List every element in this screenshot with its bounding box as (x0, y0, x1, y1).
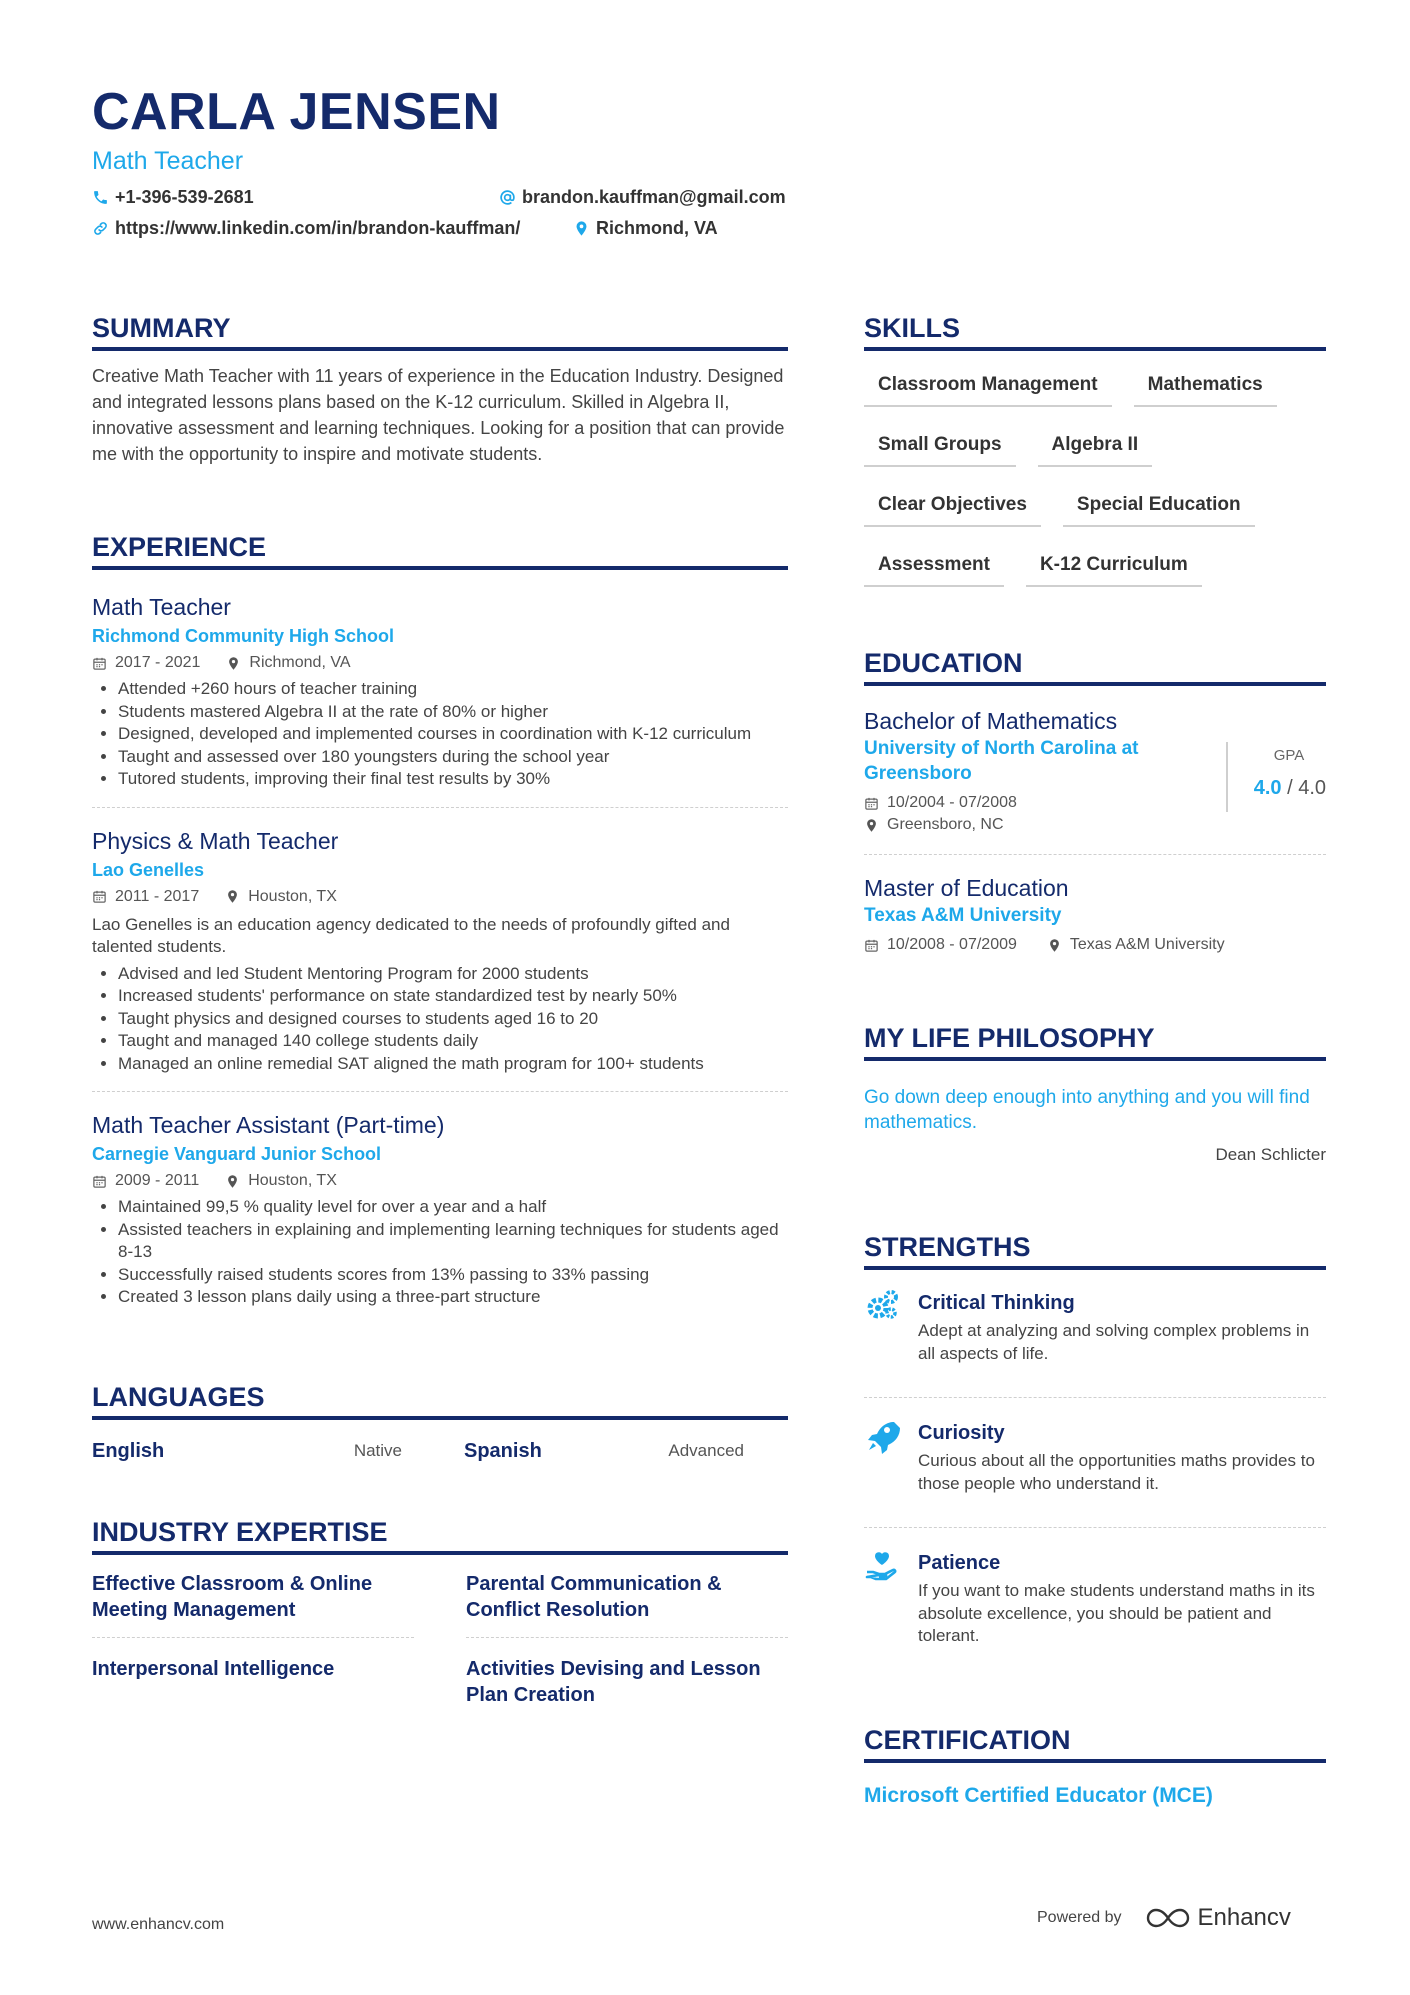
powered-by-text: Powered by (1037, 1909, 1122, 1926)
degree-title: Bachelor of Mathematics (864, 708, 1118, 734)
location-pin-icon (225, 889, 240, 904)
expertise-item: Activities Devising and Lesson Plan Creation (466, 1657, 761, 1706)
strength-title: Curiosity (918, 1422, 1005, 1444)
gpa-box (1226, 742, 1326, 812)
location-text: Richmond, VA (596, 218, 718, 238)
school-name: Texas A&M University (864, 905, 1062, 926)
rocket-icon (864, 1418, 900, 1454)
job-bullets (92, 963, 788, 1076)
email-contact[interactable] (499, 186, 786, 208)
philosophy-quote: Go down deep enough into anything and you will find mathematics. (864, 1087, 1310, 1133)
gpa-label: GPA (1273, 747, 1305, 764)
skills-list (864, 373, 1326, 613)
experience-heading: EXPERIENCE (92, 531, 788, 570)
degree-title: Master of Education (864, 875, 1069, 901)
gears-icon (864, 1288, 900, 1324)
strength-item (864, 1550, 1326, 1664)
location-pin-icon (226, 656, 241, 671)
job-bullet: • Created 3 lesson plans daily using a three-part structure (118, 1286, 788, 1309)
strength-desc: Adept at analyzing and solving complex problems in all aspects of life. (918, 1321, 1310, 1363)
job-company: Lao Genelles (92, 859, 205, 880)
job-bullet: • Successfully raised students scores from 13% passing to 33% passing (118, 1264, 788, 1287)
strength-item (864, 1290, 1326, 1381)
job-dates: 2009 - 2011 (115, 1172, 200, 1189)
job-company: Richmond Community High School (92, 626, 394, 646)
divider (864, 1397, 1326, 1398)
divider (92, 807, 788, 808)
job-bullet: • Advised and led Student Mentoring Program for 2000 students (118, 963, 788, 986)
job-title: Math Teacher Assistant (Part-time) (92, 1112, 445, 1138)
phone-text: +1-396-539-2681 (115, 187, 254, 207)
left-column (92, 312, 788, 1722)
education-entry (864, 706, 1326, 836)
philosophy-heading: MY LIFE PHILOSOPHY (864, 1022, 1326, 1061)
skill-tag: Classroom Management (864, 373, 1112, 407)
job-location: Houston, TX (248, 1172, 337, 1189)
link-icon (92, 220, 109, 237)
calendar-icon (864, 938, 879, 953)
candidate-role: Math Teacher (92, 147, 244, 175)
languages-heading: LANGUAGES (92, 1381, 788, 1420)
edu-dates: 10/2004 - 07/2008 (887, 794, 1017, 811)
phone-contact[interactable] (92, 186, 254, 208)
job-entry (92, 826, 788, 1076)
language-level: Native (353, 1440, 402, 1460)
strength-title: Patience (918, 1552, 1001, 1574)
calendar-icon (92, 1174, 107, 1189)
location-pin-icon (573, 220, 590, 237)
job-title: Physics & Math Teacher (92, 827, 339, 854)
language-name: English (92, 1439, 165, 1462)
job-bullet: • Tutored students, improving their final test results by 30% (118, 768, 788, 791)
phone-icon (92, 189, 109, 206)
languages-list (92, 1438, 788, 1464)
location-pin-icon (225, 1174, 240, 1189)
brand-logo[interactable] (1146, 1904, 1291, 1932)
expertise-list (92, 1571, 788, 1722)
location-pin-icon (1047, 938, 1062, 953)
divider (864, 1527, 1326, 1528)
job-company: Carnegie Vanguard Junior School (92, 1144, 382, 1164)
job-location: Richmond, VA (249, 654, 351, 671)
job-bullet: • Students mastered Algebra II at the rate of 80% or higher (118, 701, 788, 724)
language-name: Spanish (464, 1439, 542, 1462)
education-entry (864, 873, 1326, 956)
candidate-name: CARLA JENSEN (92, 83, 501, 141)
school-name: University of North Carolina at Greensboro (864, 738, 1139, 784)
expertise-heading: INDUSTRY EXPERTISE (92, 1516, 788, 1555)
gpa-value: 4.0 (1253, 777, 1282, 799)
language-level: Advanced (668, 1440, 744, 1460)
linkedin-text: https://www.linkedin.com/in/brandon-kauffman/ (115, 218, 521, 238)
expertise-item: Effective Classroom & Online Meeting Management (92, 1571, 414, 1638)
job-description: Lao Genelles is an education agency dedicated to the needs of profoundly gifted and talented students. (92, 914, 730, 956)
job-entry (92, 1110, 788, 1309)
job-bullet: • Managed an online remedial SAT aligned the math program for 100+ students (118, 1053, 788, 1076)
calendar-icon (92, 889, 107, 904)
job-bullet: • Taught physics and designed courses to students aged 16 to 20 (118, 1008, 788, 1031)
divider (864, 854, 1326, 855)
job-title: Math Teacher (92, 594, 231, 620)
job-dates: 2011 - 2017 (115, 887, 200, 905)
skill-tag: Mathematics (1134, 373, 1277, 407)
skill-tag: Algebra II (1038, 433, 1153, 467)
job-bullet: • Designed, developed and implemented courses in coordination with K-12 curriculum (118, 723, 788, 746)
job-bullets (92, 1196, 788, 1309)
location-pin-icon (864, 818, 879, 833)
expertise-item: Parental Communication & Conflict Resolution (466, 1571, 788, 1638)
skills-heading: SKILLS (864, 312, 1326, 351)
job-dates: 2017 - 2021 (115, 654, 201, 671)
expertise-item: Interpersonal Intelligence (92, 1657, 335, 1680)
location-contact (573, 217, 718, 239)
footer-powered (1037, 1904, 1291, 1932)
skill-tag: Clear Objectives (864, 493, 1041, 527)
skill-tag: K-12 Curriculum (1026, 553, 1202, 587)
enhancv-logo-icon (1146, 1906, 1190, 1930)
job-bullets (92, 678, 788, 791)
job-bullet: • Increased students' performance on state standardized test by nearly 50% (118, 985, 788, 1008)
job-location: Houston, TX (248, 887, 337, 905)
job-bullet: • Taught and assessed over 180 youngsters during the school year (118, 746, 788, 769)
brand-name: Enhancv (1197, 1904, 1291, 1931)
strengths-heading: STRENGTHS (864, 1231, 1326, 1270)
at-icon (499, 189, 516, 206)
certification-heading: CERTIFICATION (864, 1724, 1326, 1763)
edu-location: Greensboro, NC (887, 816, 1004, 833)
strength-desc: If you want to make students understand maths in its absolute excellence, you should be patient and tolerant. (918, 1581, 1315, 1645)
job-bullet: • Attended +260 hours of teacher training (118, 678, 788, 701)
skill-tag: Small Groups (864, 433, 1016, 467)
education-heading: EDUCATION (864, 647, 1326, 686)
job-bullet: • Maintained 99,5 % quality level for over a year and a half (118, 1196, 788, 1219)
skill-tag: Assessment (864, 553, 1004, 587)
skill-tag: Special Education (1063, 493, 1255, 527)
right-column (864, 312, 1326, 1809)
gpa-max: / 4.0 (1287, 777, 1326, 799)
calendar-icon (92, 656, 107, 671)
summary-heading: SUMMARY (92, 312, 788, 351)
edu-dates: 10/2008 - 07/2009 (887, 936, 1017, 953)
linkedin-contact[interactable] (92, 217, 520, 239)
email-text: brandon.kauffman@gmail.com (522, 187, 786, 207)
edu-location: Texas A&M University (1069, 936, 1225, 953)
hand-heart-icon (864, 1548, 900, 1584)
job-bullet: • Taught and managed 140 college students daily (118, 1030, 788, 1053)
summary-text: Creative Math Teacher with 11 years of experience in the Education Industry. Designed and integrated lessons plans based on the K-12 curriculum. Skilled in Algebra II, innovative assessment and learning techniques. Looking for a position that can provide me with the opportunity to inspire and motivate students. (92, 366, 785, 464)
job-bullet: • Assisted teachers in explaining and implementing learning techniques for students aged 8-13 (118, 1219, 788, 1264)
strength-title: Critical Thinking (918, 1292, 1075, 1314)
divider (92, 1091, 788, 1092)
certification-item: Microsoft Certified Educator (MCE) (864, 1783, 1213, 1807)
strength-item (864, 1420, 1326, 1511)
quote-author: Dean Schlicter (1215, 1145, 1326, 1164)
strength-desc: Curious about all the opportunities maths provides to those people who understand it. (918, 1451, 1315, 1493)
job-entry (92, 592, 788, 791)
footer-site-link[interactable]: www.enhancv.com (92, 1916, 225, 1933)
calendar-icon (864, 796, 879, 811)
